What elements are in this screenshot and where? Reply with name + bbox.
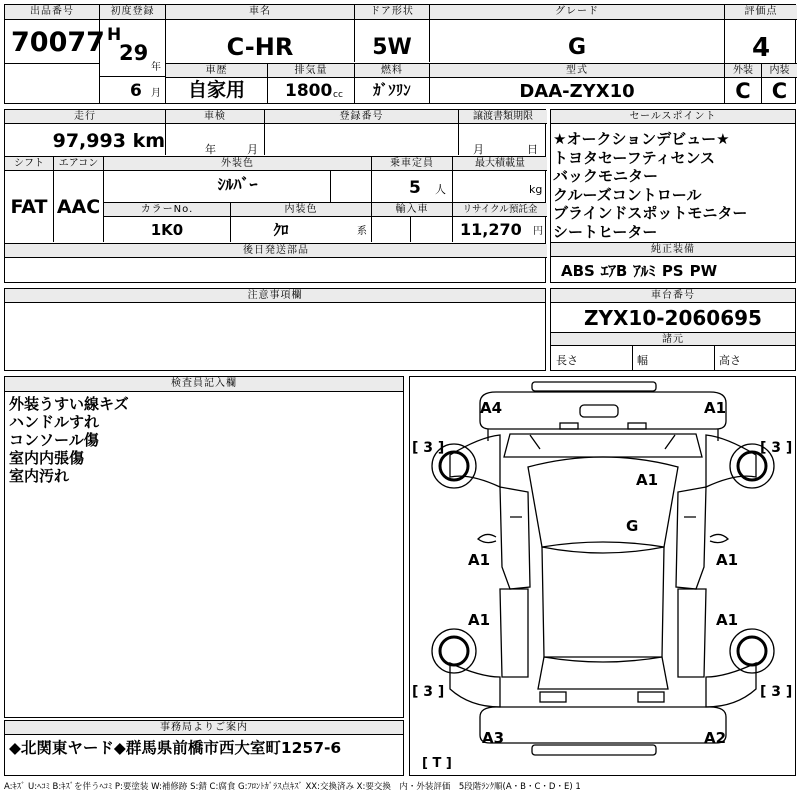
damage-mark: A1 <box>468 611 491 629</box>
inspector-note: ハンドルすれ <box>9 413 100 431</box>
header-table <box>4 4 796 104</box>
recycle-fee: 11,270 <box>460 220 522 239</box>
cap-label: 乗車定員 <box>372 157 452 171</box>
color-number: 1K0 <box>150 221 184 239</box>
cap-unit: 人 <box>435 183 446 196</box>
ext-label: 外装 <box>725 64 761 78</box>
damage-diagram <box>409 376 796 776</box>
equipment-item: PS <box>661 262 684 280</box>
load-label: 最大積載量 <box>453 157 547 171</box>
equipment-label: 純正装備 <box>551 243 795 257</box>
spec-width: 幅 <box>637 354 648 367</box>
ext-color: ｼﾙﾊﾞｰ <box>217 175 258 194</box>
sales-label: セールスポイント <box>551 110 795 124</box>
reg-era: H <box>107 25 122 45</box>
damage-mark: A1 <box>704 399 727 417</box>
inspector-note: 外装うすい線キズ <box>9 395 129 413</box>
sales-point-item: トヨタセーフティセンス <box>553 148 716 167</box>
reg-year-unit: 年 <box>151 62 161 73</box>
history-label: 車歴 <box>166 64 267 78</box>
chassis-box <box>550 288 796 371</box>
transfer-month-unit: 月 <box>473 143 484 156</box>
equipment-item: PW <box>689 262 718 280</box>
reg-month-unit: 月 <box>151 88 161 99</box>
sales-point-item: ★オークションデビュー★ <box>553 130 730 148</box>
mileage: 97,993 km <box>52 130 165 152</box>
score-label: 評価点 <box>725 5 797 20</box>
tire-tread-mark: [ 3 ] <box>412 440 445 456</box>
sales-point-item: クルーズコントロール <box>553 185 702 204</box>
inspect-label: 車検 <box>166 110 264 124</box>
damage-mark: A4 <box>480 399 503 417</box>
spec-height: 高さ <box>719 354 741 367</box>
office-label: 事務局よりご案内 <box>5 721 403 735</box>
sales-point-item: バックモニター <box>553 167 659 185</box>
door-label: ドア形状 <box>355 5 429 20</box>
legend: A:ｷｽﾞ U:ﾍｺﾐ B:ｷｽﾞを伴うﾍｺﾐ P:要塗装 W:補修跡 S:錆 C:腐食 G:ﾌﾛﾝﾄｶﾞﾗｽ点ｷｽﾞ XX:交換済み X:要交換 内・外装評価 5段階ﾗﾝｸ順(A・B・C・D・E) 1 <box>4 782 581 792</box>
shift-label: シフト <box>5 157 53 171</box>
car-label: 車名 <box>166 5 354 20</box>
recycle-label: リサイクル預託金 <box>453 203 547 217</box>
inspector-note: 室内内張傷 <box>9 449 85 467</box>
lot-number: 70077 <box>11 27 105 58</box>
ac: AAC <box>56 196 101 218</box>
shift: FAT <box>10 196 48 218</box>
fuel: ｶﾞｿﾘﾝ <box>373 81 411 99</box>
intcolor-label: 内装色 <box>231 203 371 217</box>
model-label: 型式 <box>430 64 724 78</box>
score: 4 <box>751 33 771 63</box>
office-address: ◆北関東ヤード◆群馬県前橋市西大室町1257-6 <box>9 739 342 757</box>
ext-grade: C <box>735 79 751 103</box>
notes-box <box>4 288 546 371</box>
transfer-day-unit: 日 <box>527 143 538 156</box>
regno-label: 登録番号 <box>265 110 458 124</box>
spec-label: 諸元 <box>551 333 795 346</box>
chassis-label: 車台番号 <box>551 289 795 303</box>
mileage-label: 走行 <box>5 110 165 124</box>
damage-mark: A3 <box>482 729 505 747</box>
ac-label: エアコン <box>54 157 103 171</box>
damage-mark: G <box>626 517 639 535</box>
car-name: C-HR <box>226 33 294 61</box>
equipment-item: ｴｱB <box>600 262 628 280</box>
sales-point-item: ブラインドスポットモニター <box>553 204 748 222</box>
office-box <box>4 720 404 776</box>
damage-mark: A1 <box>636 471 659 489</box>
damage-mark: A2 <box>704 729 727 747</box>
inspect-month-unit: 月 <box>247 143 258 156</box>
inspector-note: 室内汚れ <box>9 467 70 485</box>
later-parts-label: 後日発送部品 <box>5 244 547 258</box>
inspect-year-unit: 年 <box>205 143 216 156</box>
model: DAA-ZYX10 <box>519 81 635 102</box>
sales-point-item: シートヒーター <box>553 222 658 241</box>
colorno-label: カラーNo. <box>104 203 230 217</box>
reg-year: 29 <box>119 41 149 65</box>
int-color: ｸﾛ <box>273 221 289 239</box>
recycle-unit: 円 <box>533 226 543 237</box>
inspector-box <box>4 376 404 718</box>
notes-label: 注意事項欄 <box>5 289 545 303</box>
sales-points <box>550 109 796 283</box>
lot-label: 出品番号 <box>5 5 99 20</box>
displacement: 1800 <box>285 81 333 101</box>
fuel-label: 燃料 <box>355 64 429 78</box>
color-label: 外装色 <box>104 157 371 171</box>
grade: G <box>567 35 587 60</box>
damage-mark: A1 <box>468 551 491 569</box>
spec-length: 長さ <box>556 354 578 367</box>
tire-tread-mark: [ 3 ] <box>760 440 793 456</box>
tire-tread-mark: [ 3 ] <box>412 684 445 700</box>
inspector-label: 検査員記入欄 <box>5 377 403 392</box>
grade-label: グレード <box>430 5 724 20</box>
int-label: 内装 <box>762 64 797 78</box>
disp-unit: cc <box>333 90 343 100</box>
transfer-label: 譲渡書類期限 <box>459 110 547 124</box>
damage-mark: A1 <box>716 611 739 629</box>
spare-tire-mark: [ T ] <box>422 756 452 771</box>
equipment-item: ABS <box>561 262 595 280</box>
car-outline <box>410 377 795 775</box>
tire-tread-mark: [ 3 ] <box>760 684 793 700</box>
equipment-item: ｱﾙﾐ <box>633 262 656 280</box>
damage-mark: A1 <box>716 551 739 569</box>
capacity: 5 <box>409 178 421 198</box>
int-grade: C <box>771 79 788 103</box>
load-unit: kg <box>529 183 543 196</box>
disp-label: 排気量 <box>268 64 354 78</box>
history: 自家用 <box>187 79 245 101</box>
inspector-note: コンソール傷 <box>9 431 99 449</box>
detail-table <box>4 109 546 283</box>
reg-month: 6 <box>130 81 142 101</box>
reg-label: 初度登録 <box>100 5 165 20</box>
door-type: 5W <box>372 35 412 60</box>
int-color-unit: 系 <box>357 226 367 237</box>
chassis-number: ZYX10-2060695 <box>584 306 762 330</box>
import-label: 輸入車 <box>372 203 452 217</box>
